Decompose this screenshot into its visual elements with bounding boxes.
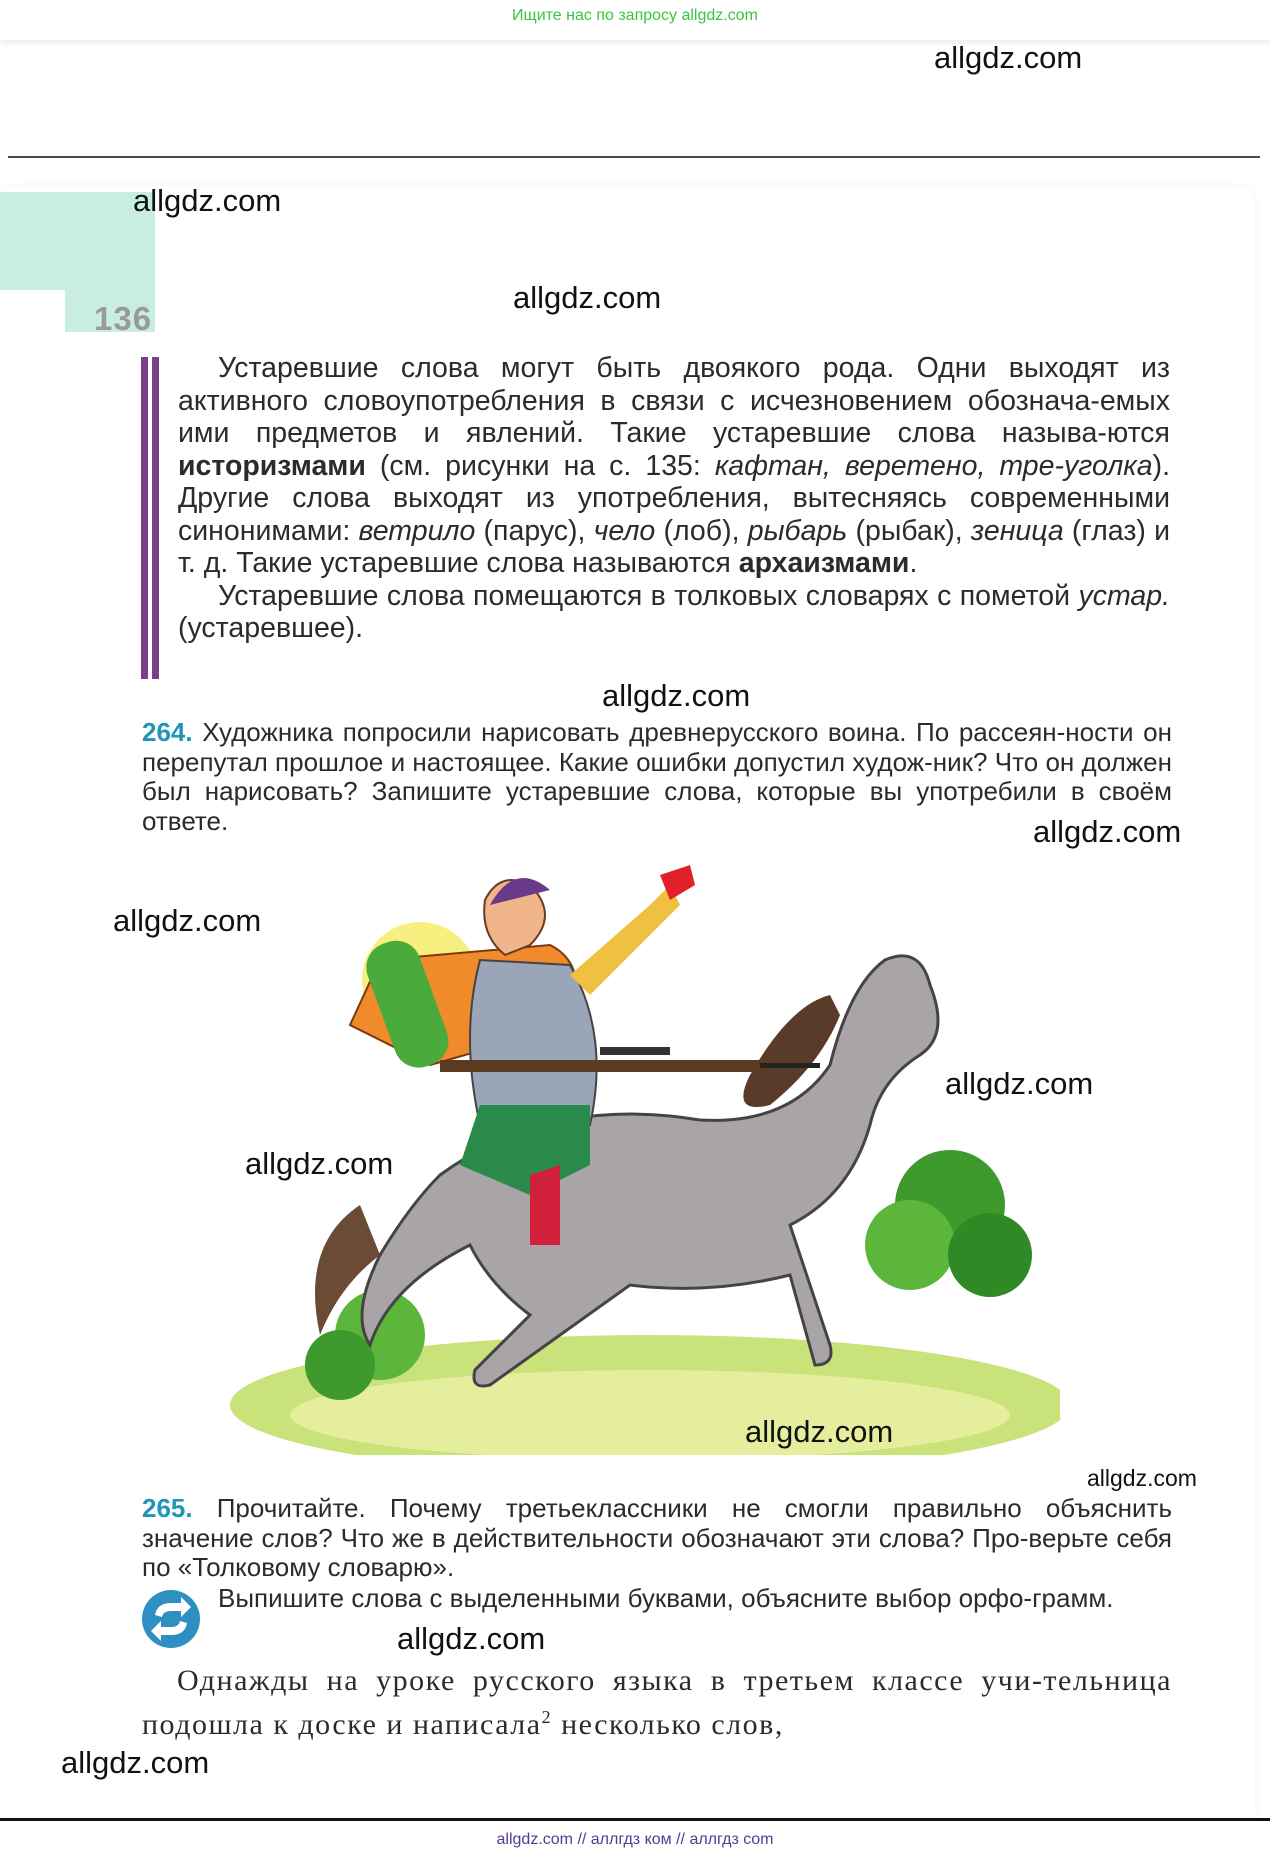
watermark: allgdz.com [397, 1621, 546, 1656]
rule-paragraph-1: Устаревшие слова могут быть двоякого рода. Одни выходят из активного словоупотребления в связи с исчезновением обознача-емых ими предметов и явлений. Такие устаревшие слова называ-ются историзмами (см. рисунки на с. 135: кафтан, веретено, тре-уголка). Другие слова выходят из употребления, вытесняясь современными синонимами: ветрило (парус), чело (лоб), рыбарь (рыбак), зеница (глаз) и т. д. Такие устаревшие слова называются архаизмами. [178, 352, 1171, 579]
exercise-265 [142, 1494, 1172, 1583]
watermark: allgdz.com [945, 1066, 1094, 1101]
exercise-text: Прочитайте. Почему третьеклассники не смогли правильно объяснить значение слов? Что же в действительности обозначают эти слова? Про-верьте себя по «Толковому словарю». [142, 1493, 1172, 1582]
watermark: allgdz.com [245, 1146, 394, 1181]
term-archaisms: архаизмами [738, 547, 910, 579]
top-banner-text: Ищите нас по запросу allgdz.com [512, 7, 758, 24]
top-banner [0, 0, 1270, 40]
page-number: 136 [94, 300, 153, 337]
watermark: allgdz.com [113, 903, 262, 938]
exercise-265-task: Выпишите слова с выделенными буквами, объясните выбор орфо-грамм. [218, 1583, 1114, 1613]
bottom-banner-text: allgdz.com // аллгдз ком // аллгдз com [496, 1831, 774, 1848]
watermark: allgdz.com [61, 1745, 210, 1780]
exercise-number: 265. [142, 1493, 193, 1523]
watermark: allgdz.com [1033, 814, 1182, 849]
watermark: allgdz.com [934, 40, 1083, 75]
exercise-264 [142, 718, 1172, 836]
rule-side-bars [141, 357, 159, 679]
bottom-separator [0, 1818, 1270, 1821]
rule-paragraph-2: Устаревшие слова помещаются в толковых словарях с пометой устар. (устаревшее). [178, 579, 1170, 644]
watermark: allgdz.com [745, 1414, 894, 1449]
watermark: allgdz.com [513, 280, 662, 315]
watermark: allgdz.com [602, 678, 751, 713]
reading-text: Однажды на уроке русского языка в третьем классе учи-тельница подошла к доске и написала$^2$ несколько слов, [142, 1664, 1172, 1741]
footnote-mark: 2 [541, 1707, 553, 1727]
term-historisms: историзмами [178, 449, 366, 482]
watermark: allgdz.com [133, 183, 282, 218]
separator-line [8, 156, 1260, 158]
exercise-number: 264. [142, 717, 193, 747]
bottom-banner [0, 1826, 1270, 1858]
rule-box [178, 352, 1170, 645]
exercise-text: Художника попросили нарисовать древнерусского воина. По рассеян-ности он перепутал прошлое и настоящее. Какие ошибки допустил худож-ник? Что он должен был нарисовать? Запишите устаревшие слова, которые вы употребили в своём ответе. [142, 717, 1172, 836]
watermark: allgdz.com [1087, 1465, 1197, 1491]
repeat-icon [141, 1589, 201, 1649]
